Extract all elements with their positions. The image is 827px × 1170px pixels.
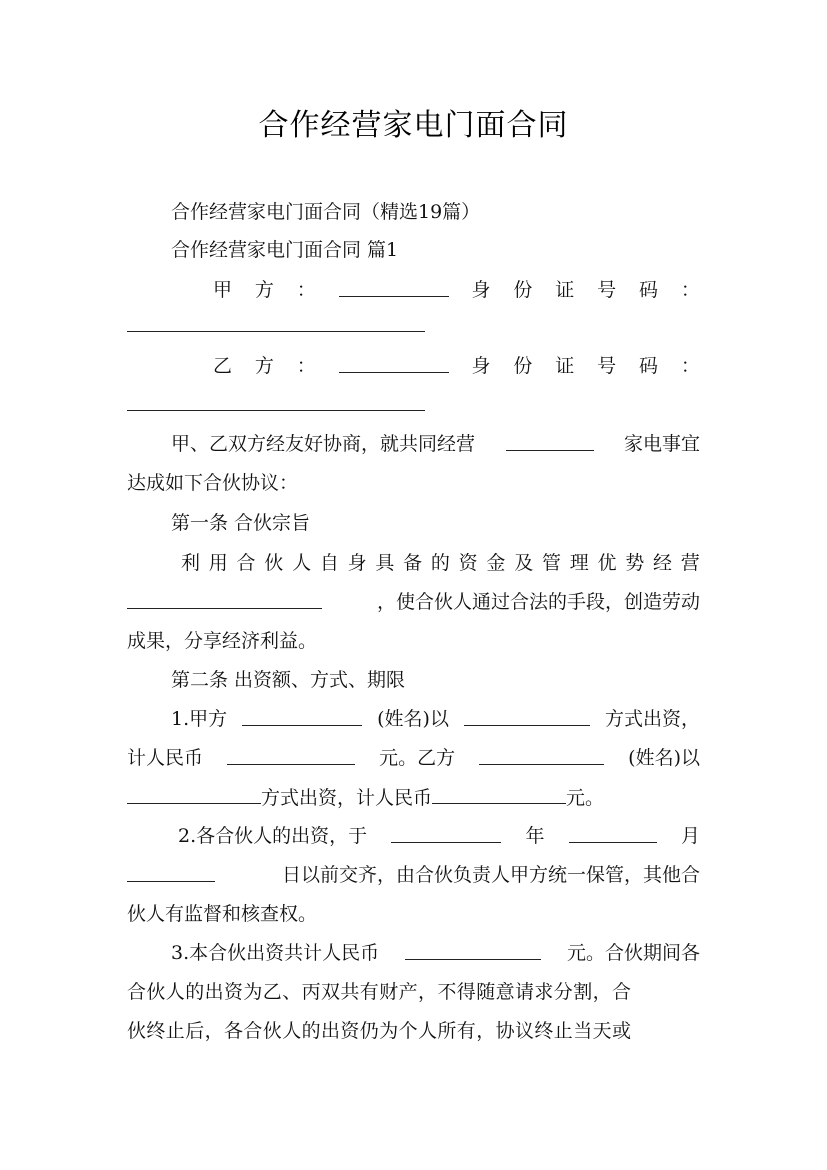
purpose-blank[interactable] (127, 588, 322, 609)
clause-text: (姓名)以 (377, 708, 449, 730)
article-2-title: 第二条 出资额、方式、期限 (171, 669, 406, 691)
clause-1-line-1 (171, 705, 700, 733)
party-a-id-char: 份 (513, 279, 533, 301)
clause-text: 方式出资，计人民币 (261, 787, 433, 809)
text-char: 具 (375, 552, 395, 574)
clause-3-line-1 (171, 939, 700, 967)
party-b-name-field[interactable] (479, 744, 604, 765)
clause-text: 元。乙方 (379, 747, 456, 769)
clause-1-line-3 (127, 783, 604, 812)
party-a-label-char: 方 (254, 279, 274, 301)
party-a-id-char: 号 (597, 279, 617, 301)
clause-2-line-2 (127, 861, 700, 889)
party-b-id-char: 身 (471, 355, 491, 377)
day-field[interactable] (127, 861, 215, 882)
party-b-line (213, 352, 700, 380)
party-b-id-char: ： (680, 355, 700, 377)
party-a-amount-field[interactable] (227, 744, 355, 765)
document-subtitle: 合作经营家电门面合同（精选19篇） (171, 201, 481, 223)
article-1-line-2 (127, 588, 700, 616)
section-heading: 合作经营家电门面合同 篇1 (171, 239, 399, 261)
party-a-name-field[interactable] (242, 705, 362, 726)
party-b-id-char: 号 (597, 355, 617, 377)
business-blank[interactable] (506, 430, 594, 451)
total-amount-field[interactable] (405, 939, 541, 960)
document-title: 合作经营家电门面合同 (258, 108, 569, 143)
text-char: 自 (319, 552, 339, 574)
text-char: 伙 (264, 552, 284, 574)
party-b-id-char: 码 (638, 355, 658, 377)
text-char: 理 (569, 552, 589, 574)
article-1-line-1 (181, 549, 700, 577)
year-field[interactable] (391, 822, 501, 843)
party-a-method-field[interactable] (464, 705, 590, 726)
party-b-id-char: 证 (555, 355, 575, 377)
party-a-id-char: ： (680, 279, 700, 301)
article-1-line-3: 成果，分享经济利益。 (127, 630, 318, 652)
clause-text: 元。合伙期间各 (566, 942, 700, 964)
party-a-label-char: ： (296, 279, 316, 301)
clause-text: 1.甲方 (171, 708, 228, 730)
intro-text: 家电事宜 (623, 433, 700, 455)
article-1-text: ，使合伙人通过合法的手段，创造劳动 (376, 591, 700, 613)
text-char: 人 (292, 552, 312, 574)
text-char: 利 (181, 552, 201, 574)
clause-3-line-3: 伙终止后，各合伙人的出资仍为个人所有，协议终止当天或 (127, 1020, 632, 1042)
clause-text: (姓名)以 (628, 747, 700, 769)
text-char: 备 (403, 552, 423, 574)
party-a-line (213, 276, 700, 304)
party-b-id-char: 份 (513, 355, 533, 377)
text-char: 营 (680, 552, 700, 574)
intro-text: 甲、乙双方经友好协商，就共同经营 (171, 433, 476, 455)
party-b-name-blank[interactable] (339, 352, 449, 373)
text-char: 势 (625, 552, 645, 574)
text-char: 管 (541, 552, 561, 574)
text-char: 用 (208, 552, 228, 574)
clause-text: 年 (525, 825, 545, 847)
text-char: 的 (430, 552, 450, 574)
text-char: 及 (514, 552, 534, 574)
clause-text: 2.各合伙人的出资，于 (178, 825, 368, 847)
month-field[interactable] (569, 822, 657, 843)
clause-2-line-3: 伙人有监督和核查权。 (127, 903, 318, 925)
party-b-amount-field[interactable] (432, 783, 566, 804)
text-char: 经 (653, 552, 673, 574)
text-char: 优 (597, 552, 617, 574)
party-b-label-char: ： (296, 355, 316, 377)
party-a-id-char: 身 (471, 279, 491, 301)
party-a-label-char: 甲 (213, 279, 233, 301)
clause-text: 计人民币 (127, 747, 204, 769)
party-a-id-char: 码 (638, 279, 658, 301)
clause-text: 日以前交齐，由合伙负责人甲方统一保管，其他合 (281, 864, 700, 886)
party-b-label-char: 乙 (213, 355, 233, 377)
party-a-id-blank[interactable] (127, 331, 425, 332)
clause-text: 方式出资， (604, 708, 700, 730)
intro-line-2: 达成如下合伙协议： (127, 472, 299, 494)
clause-2-line-1 (178, 822, 700, 850)
clause-text: 月 (680, 825, 700, 847)
clause-1-line-2 (127, 744, 700, 772)
party-b-label-char: 方 (254, 355, 274, 377)
party-b-method-field[interactable] (127, 783, 261, 804)
party-a-id-char: 证 (555, 279, 575, 301)
article-1-title: 第一条 合伙宗旨 (171, 512, 311, 534)
party-a-name-blank[interactable] (339, 276, 449, 297)
party-b-id-blank[interactable] (127, 410, 425, 411)
text-char: 金 (486, 552, 506, 574)
text-char: 身 (347, 552, 367, 574)
text-char: 资 (458, 552, 478, 574)
intro-line-1 (171, 430, 700, 458)
clause-text: 3.本合伙出资共计人民币 (171, 942, 380, 964)
clause-3-line-2: 合伙人的出资为乙、丙双共有财产，不得随意请求分割，合 (127, 981, 632, 1003)
text-char: 合 (236, 552, 256, 574)
clause-text: 元。 (566, 787, 605, 809)
